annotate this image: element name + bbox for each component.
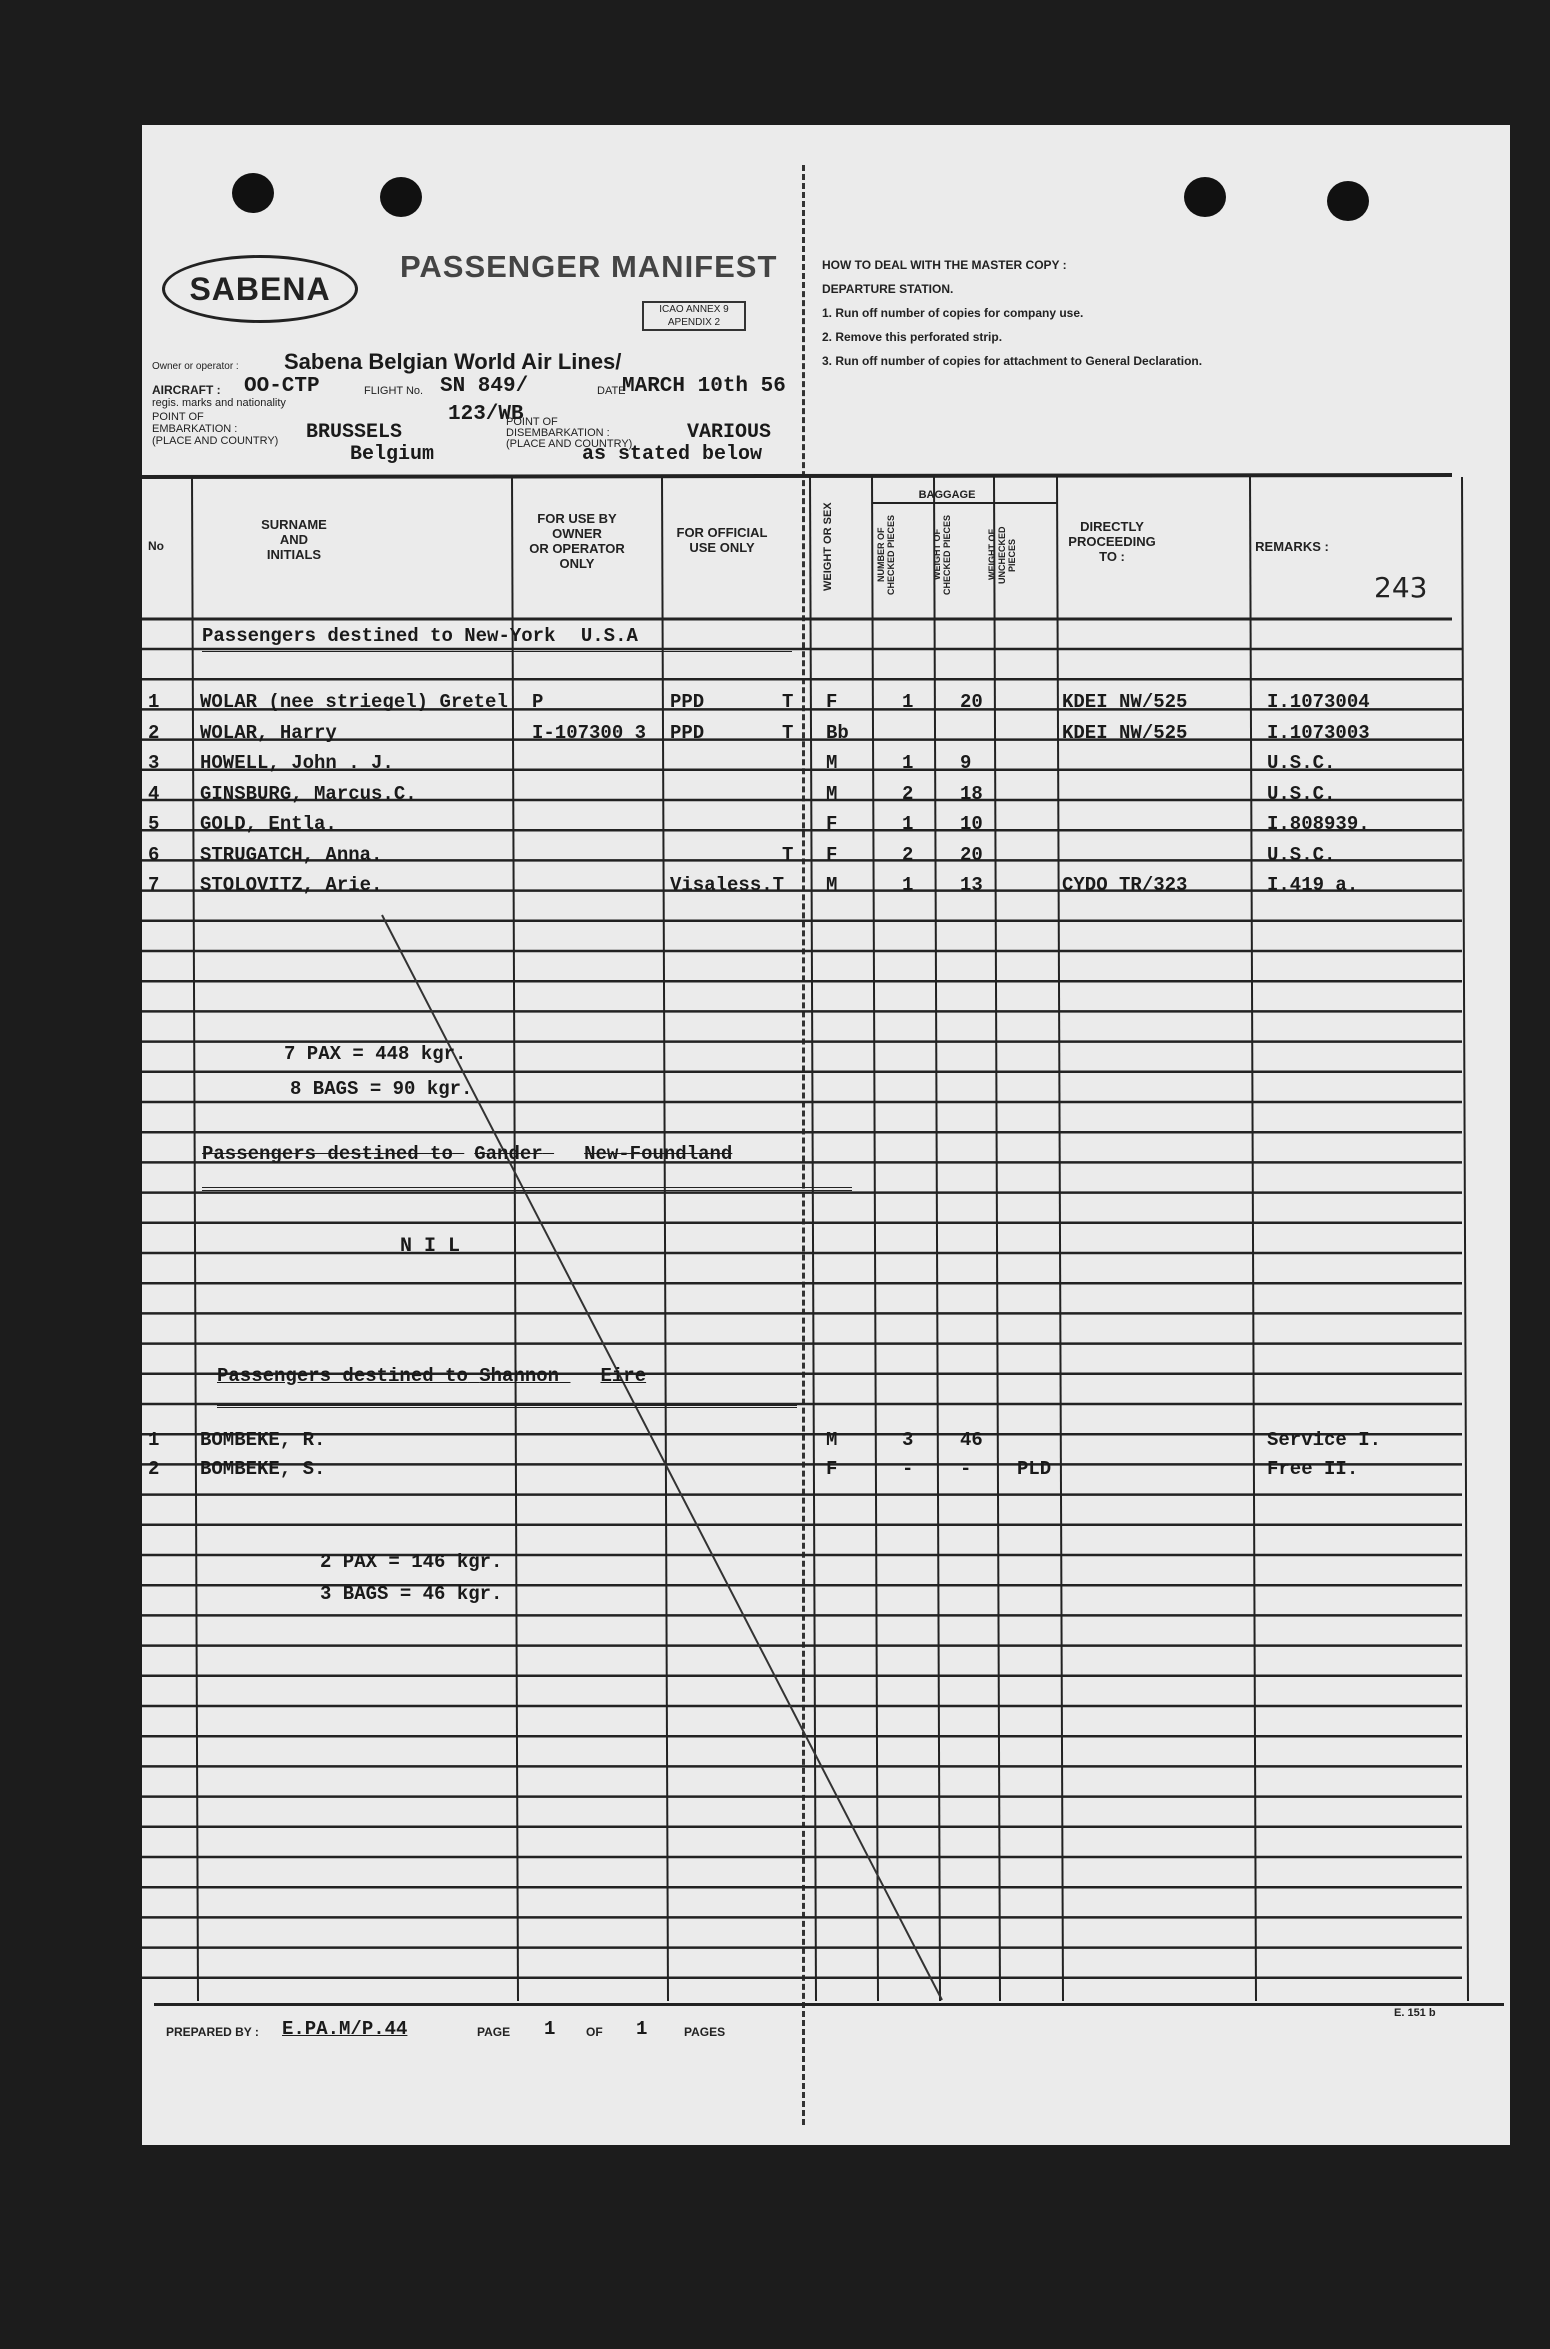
col-official-header [657, 525, 787, 555]
passenger-name: STRUGATCH, Anna. [200, 843, 383, 866]
table-grid [142, 125, 1510, 2145]
row-number: 2 [148, 1458, 160, 1480]
header-line: FOR USE BY [537, 511, 617, 526]
icao-line: APENDIX 2 [667, 317, 721, 328]
official-mark: T [782, 843, 794, 866]
manifest-sheet [142, 125, 1510, 2145]
icao-line: ICAO ANNEX 9 [659, 304, 729, 315]
weight-or-sex: Bb [826, 721, 849, 744]
prepared-value: E.PA.M/P.44 [282, 2018, 408, 2040]
passenger-name: BOMBEKE, S. [200, 1458, 326, 1480]
embark-label-line: POINT OF [152, 411, 204, 423]
official-use: PPD [670, 721, 705, 744]
header-line: TO : [1099, 549, 1125, 564]
date-label: DATE [597, 385, 626, 397]
header-line: PROCEEDING [1068, 534, 1156, 549]
section-heading-text: Passengers destined to [202, 625, 453, 647]
proceeding-to: KDEI NW/525 [1062, 691, 1188, 713]
grid-line [662, 477, 668, 2001]
section-destination: New-York [464, 625, 556, 647]
section-heading-text: Passengers destined to [217, 1365, 468, 1387]
checked-weight: 18 [960, 782, 983, 805]
total-bags: 3 BAGS = 46 kgr. [320, 1583, 503, 1605]
of-value: 1 [636, 2018, 648, 2040]
header-line: DIRECTLY [1080, 519, 1144, 534]
remarks: I.1073003 [1267, 721, 1370, 744]
grid-line [192, 477, 198, 2001]
section-heading [202, 1143, 732, 1165]
flight-label: FLIGHT No. [364, 385, 424, 397]
page-label: PAGE [477, 2025, 511, 2039]
row-number: 5 [148, 813, 160, 835]
footer-rule [154, 2003, 1504, 2006]
header-line: SURNAME [261, 517, 327, 532]
checked-pieces: 2 [902, 782, 914, 805]
header-line: FOR OFFICIAL [676, 525, 768, 540]
remarks: U.S.C. [1267, 782, 1336, 805]
grid-line [142, 475, 1452, 477]
instruction-line: 3. Run off number of copies for attachment to General Declaration. [822, 354, 1203, 368]
proceeding-to: KDEI NW/525 [1062, 721, 1188, 744]
grid-line [1250, 477, 1256, 2001]
weight-or-sex: M [826, 782, 838, 805]
col-checked-weight-header: WEIGHT OF CHECKED PIECES [932, 515, 952, 596]
passenger-name: STOLOVITZ, Arie. [200, 874, 383, 896]
instruction-line: 2. Remove this perforated strip. [822, 330, 1003, 344]
checked-pieces: 2 [902, 843, 914, 866]
prepared-label: PREPARED BY : [166, 2025, 259, 2039]
pages-label: PAGES [684, 2025, 726, 2039]
form-title: PASSENGER MANIFEST [400, 249, 778, 284]
row-number: 6 [148, 843, 160, 866]
passenger-name: BOMBEKE, R. [200, 1429, 326, 1451]
grid-line [872, 477, 878, 2001]
section-heading-text: Passengers destined to [202, 1143, 453, 1165]
row-number: 1 [148, 1429, 160, 1451]
section-country: U.S.A [580, 625, 638, 647]
logo-text: SABENA [189, 270, 331, 307]
header-line: INITIALS [266, 547, 322, 562]
official-mark: T [782, 721, 794, 744]
embark-value: BRUSSELS [306, 421, 403, 444]
weight-or-sex: F [826, 1458, 838, 1480]
embark-label-line: (PLACE AND COUNTRY) [152, 435, 279, 447]
col-no-header: No [148, 539, 164, 553]
header-line: USE ONLY [689, 540, 755, 555]
proceeding-to: CYDO TR/323 [1062, 874, 1188, 896]
section-destination: Gander [474, 1143, 543, 1165]
checked-weight: 20 [960, 843, 983, 866]
row-number: 1 [148, 691, 160, 713]
official-use: Visaless.T [670, 874, 785, 896]
checked-weight: 46 [960, 1429, 983, 1451]
aircraft-value: OO-CTP [244, 375, 320, 398]
section-country: Eire [600, 1365, 647, 1387]
passenger-name: WOLAR, Harry [200, 721, 337, 744]
checked-pieces: 1 [902, 874, 914, 896]
section-heading [217, 1365, 646, 1387]
header-line: AND [279, 532, 309, 547]
col-remarks-header: REMARKS : [1255, 539, 1329, 554]
unchecked-weight: PLD [1017, 1458, 1052, 1480]
section-country: New-Foundland [584, 1143, 733, 1165]
remarks: U.S.C. [1267, 752, 1336, 774]
flight-value: SN 849/ [440, 375, 529, 398]
regis-label: regis. marks and nationality [152, 397, 286, 409]
checked-weight: - [960, 1458, 972, 1480]
flight-value-2: 123/WB [448, 403, 524, 426]
grid-line [810, 477, 816, 2001]
checked-weight: 20 [960, 691, 983, 713]
date-value: MARCH 10th 56 [622, 375, 786, 398]
col-baggage-header: BAGGAGE [918, 489, 976, 501]
checked-weight: 13 [960, 874, 983, 896]
disembark-value-2: as stated below [582, 443, 763, 466]
col-weight-sex-header: WEIGHT OR SEX [822, 502, 834, 592]
checked-pieces: 1 [902, 752, 914, 774]
col-proceeding-header [1047, 519, 1177, 564]
passenger-name: GINSBURG, Marcus.C. [200, 782, 417, 805]
checked-pieces: 1 [902, 813, 914, 835]
disembark-label-line: POINT OF [506, 416, 558, 428]
weight-or-sex: F [826, 813, 838, 835]
section-underline [202, 1187, 852, 1191]
weight-or-sex: M [826, 874, 838, 896]
checked-weight: 10 [960, 813, 983, 835]
instruction-line: 1. Run off number of copies for company use. [822, 306, 1084, 320]
checked-weight: 9 [960, 752, 972, 774]
aircraft-label: AIRCRAFT : [152, 383, 221, 397]
disembark-value: VARIOUS [687, 421, 772, 444]
checked-pieces: 1 [902, 691, 914, 713]
row-number: 2 [148, 721, 160, 744]
weight-or-sex: F [826, 843, 838, 866]
col-checked-pieces-header: NUMBER OF CHECKED PIECES [876, 515, 896, 596]
remarks: I.808939. [1267, 813, 1370, 835]
passenger-name: GOLD, Entla. [200, 813, 337, 835]
disembark-label-line: DISEMBARKATION : [506, 427, 610, 439]
checked-pieces: - [902, 1458, 914, 1480]
col-owner-header [512, 511, 642, 571]
embark-label-line: EMBARKATION : [152, 423, 238, 435]
page-value: 1 [544, 2018, 556, 2040]
grid-line [512, 477, 518, 2001]
owner-use: I-107300 3 [532, 721, 647, 744]
remarks: I.419 a. [1267, 874, 1359, 896]
grid-line [1462, 477, 1468, 2001]
section-heading [202, 625, 638, 647]
header-line: ONLY [559, 556, 595, 571]
row-number: 7 [148, 874, 160, 896]
remarks: U.S.C. [1267, 843, 1336, 866]
remarks: Free II. [1267, 1458, 1359, 1480]
form-code: E. 151 b [1394, 2007, 1436, 2019]
official-mark: T [782, 691, 794, 713]
weight-or-sex: M [826, 1429, 838, 1451]
header-line: OWNER [552, 526, 602, 541]
owner-use: P [532, 691, 544, 713]
header-line: OR OPERATOR [529, 541, 625, 556]
row-number: 3 [148, 752, 160, 774]
page-number: 243 [1374, 571, 1428, 604]
section-underline [202, 649, 792, 652]
checked-pieces: 3 [902, 1429, 914, 1451]
instruction-line: DEPARTURE STATION. [822, 282, 954, 296]
operator-value: Sabena Belgian World Air Lines/ [284, 349, 622, 374]
section-underline [217, 1405, 797, 1408]
grid-line [994, 477, 1000, 2001]
weight-or-sex: F [826, 691, 838, 713]
remarks: I.1073004 [1267, 691, 1370, 713]
nil-text: N I L [400, 1235, 461, 1258]
official-use: PPD [670, 691, 705, 713]
total-pax: 7 PAX = 448 kgr. [284, 1043, 467, 1065]
col-unchecked-weight-header: WEIGHT OF UNCHECKED PIECES [987, 526, 1017, 584]
section-destination: Shannon [479, 1365, 560, 1387]
instruction-line: HOW TO DEAL WITH THE MASTER COPY : [822, 258, 1067, 272]
grid-line [934, 477, 940, 2001]
col-surname-header [194, 517, 394, 562]
disembark-label-line: (PLACE AND COUNTRY) [506, 438, 633, 450]
of-label: OF [586, 2025, 603, 2039]
passenger-name: WOLAR (nee striegel) Gretel [200, 691, 508, 713]
total-pax: 2 PAX = 146 kgr. [320, 1551, 503, 1573]
embark-value-2: Belgium [350, 443, 435, 466]
total-bags: 8 BAGS = 90 kgr. [290, 1078, 473, 1100]
row-number: 4 [148, 782, 160, 805]
remarks: Service I. [1267, 1429, 1382, 1451]
operator-label: Owner or operator : [152, 361, 239, 372]
weight-or-sex: M [826, 752, 838, 774]
passenger-name: HOWELL, John . J. [200, 752, 394, 774]
